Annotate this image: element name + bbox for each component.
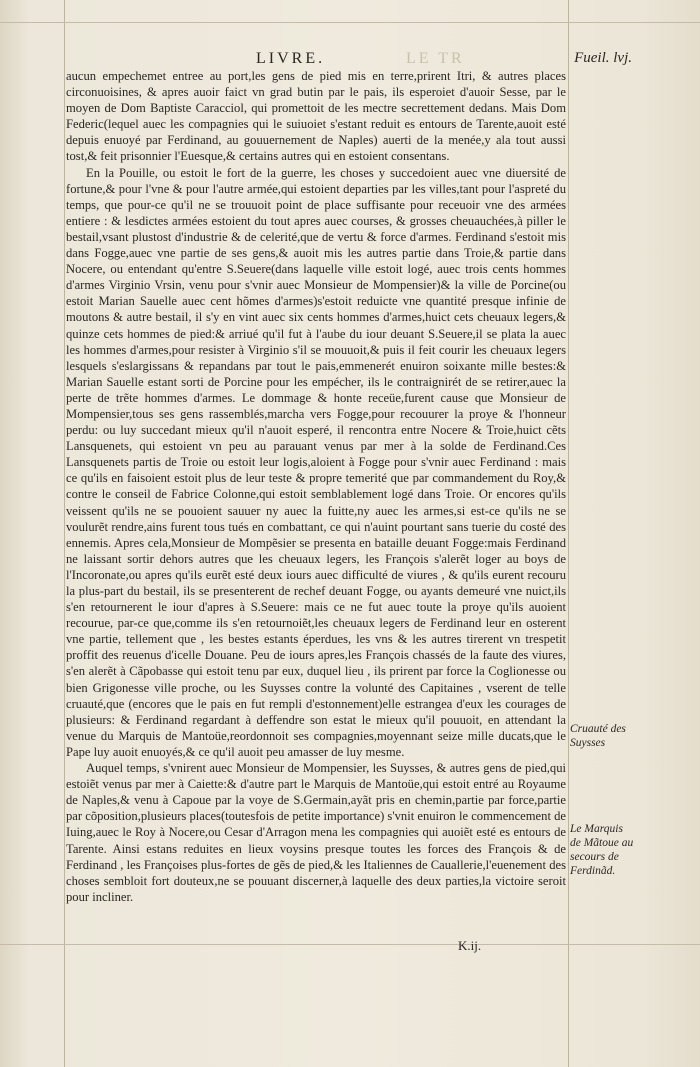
paragraph-2: En la Pouille, ou estoit le fort de la guerre, les choses y succedoient auec vne diuersité de fortune,& pour l'vne & pour l'autre armée,qui estoient departies par les villes,tant pour l'aspreté du temps, que pour-ce qu'il ne se trouuoit point de place suffisante pour receuoir vne des armées entiere : & lesdictes armées estoient du tout apres auec courses, & grosses cheuauchées,à piller le bestail,vsant plustost d'industrie & de celerité,que de vertu & force d'armes. Ferdinand s'estoit mis dans Fogge,auec vne partie de ses gens,& auoit mis les autres partie dans Troie,& partie dans Nocere, ou entendant qu'entre S.Seuere(dans laquelle ville estoit logé, auec trois cents hommes d'armes Virginio Vrsin, venu pour s'vnir auec Monsieur de Mompensier)& la ville de Porcine(ou estoit Marian Sauelle auec cent hõmes d'armes)s'estoit reduicte vne quantité presque infinie de moutons & autre bestail, il s'y en vint auec six cents hommes d'armes,huict cets cheuaux legers,& quinze cets hommes de pied:& arriué qu'il fut à l'aube du iour deuant S.Seuere,il se plata la auec les hommes d'armes,pour resister à Virginio s'il se mouuoit,& puis il feit courir les cheuaux legers lesquels s'eslargissans & repandans par tout le pais,emmenerét enuiron soixante mille bestes:& Marian Sauelle estant sorti de Porcine pour les empécher, ils le contraignirét de se retirer,auec la perte de trẽte hommes d'armes. Le dommage & honte receüe,furent cause que Monsieur de Mompensier,tous ses gens rassemblés,marcha vers Fogge,pour recouurer la proye & l'honneur perdu: ou luy succedant mieux qu'il n'auoit esperé, il rencontra entre Nocere & Troie,huict cẽts Lansquenets, qui estoient vn peu au parauant venus par mer à la solde de Ferdinand.Ces Lansquenets partis de Troie ou estoit leur logis,aloient à Fogge pour s'vnir auec Ferdinand : mais ce qu'ils en faisoient estoit plus de leur teste & propre temerité que par commandement du Roy,& contre le conseil de Fabrice Colonne,qui estoit semblablement logé dans Troie. Or encores qu'ils veissent qu'ils ne se pouoient sauuer ny auec la fuitte,ny auec les armes,si est-ce qu'ils ne se voulurẽt rendre,ains furent tous tués en combattant, ce qui n'auint pourtant sans tuerie du costé des ennemis. Apres cela,Monsieur de Mompẽsier se presenta en bataille deuant Fogge:mais Ferdinand ne laissant sortir dehors autres que les cheuaux legers, les François s'alerẽt loger au boys de l'Incoronate,ou apres qu'ils eurẽt esté deux iours auec difficulté de viures , & qu'ils eurent recouru la plus-part du bestail, ils se presenterent de rechef deuant Fogge, ou ayants demeuré vne nuict,ils s'en retournerent le iour d'apres à S.Seuere: mais ce ne fut auec toute la proye qu'ils auoient recourue, par-ce que,comme ils s'en retournoiẽt,les cheuaux legers de Ferdinand leur en osterent vne partie, tellement que , les bestes estants éperdues, les vns & les autres tirerent vn trespetit proffit des reuenus d'icelle Douane. Peu de iours apres,les François chassés de la faute des viures, s'en alerẽt à Cãpobasse qui estoit tenu par eux, duquel lieu , ils prirent par force la Coglionesse ou bien Grigonesse ville proche, ou les Suysses contre la volunté des Capitaines , vserent de telle cruauté,que (encores que le pais en fut rempli d'estonnement)elle estrangea d'eux les courages de plusieurs: & Ferdinand regardant à deffendre son estat le mieux qu'il pouuoit, en attendant la venue du Marquis de Mantoüe,reordonnoit ses compagnies,moyennant seize mille ducats,que le Pape luy auoit enuoyés,& ce qu'il auoit peu amasser de luy mesme. <box>66 165 566 759</box>
signature-mark: K.ij. <box>458 938 482 953</box>
main-text-block <box>66 68 566 905</box>
folio-number: Fueil. lvj. <box>574 50 632 66</box>
paragraph-3: Auquel temps, s'vnirent auec Monsieur de Mompensier, les Suysses, & autres gens de pied,qui estoiẽt venus par mer à Caiette:& d'autre part le Marquis de Mantoüe,qui estoit entré au Royaume de Naples,& venu à Capoue par la voye de S.Germain,ayãt pris en chemin,partie par force,partie par cõposition,plusieurs places(toutesfois de petite importance) s'vnit enuiron le commencement de Iuing,auec le Roy à Nocere,ou Cesar d'Arragon mena les compagnies qui auoiẽt esté es entours de Tarente. Ainsi estans reduites en lieux voysins presque toutes les forces des François & de Ferdinand , les Françoises plus-fortes de gẽs de pied,& les Italiennes de Cauallerie,l'euenement des choses sembloit fort douteux,ne se pouuant discerner,à laquelle des deux parties,la victoire seroit pour incliner. <box>66 761 566 904</box>
margin-note-cruaute: Cruauté des Suysses <box>570 723 626 749</box>
top-ruling <box>0 22 700 23</box>
margin-rule <box>568 0 569 1067</box>
show-through-title: LE TR <box>406 50 465 67</box>
bottom-ruling <box>0 944 700 945</box>
running-title: LIVRE. <box>256 50 326 67</box>
page-fold-line <box>64 0 65 1067</box>
page-header <box>66 50 632 68</box>
margin-note-marquis: Le Marquis de Mãtoue au secours de Ferdinãd. <box>570 823 634 877</box>
paragraph-1: aucun empechemet entree au port,les gens de pied mis en terre,prirent Itri, & autres places circonuoisines, & apres auoir faict vn grad butin par le pais, ils esperoiet d'auoir Sesse, par le moyen de Dom Baptiste Caracciol, qui promettoit de les mectre secrettement dedans. Mais Dom Federic(lequel auec les compagnies qui le suiuoiet s'estant reduit es entours de Tarente,auoit esté depuis enuoyé par Ferdinand, au gouuernement de Naples) auerti de la menée,y ala tout aussi tost,& feit prisonnier l'Euesque,& certains autres qui en estoient consentans. <box>66 69 566 164</box>
